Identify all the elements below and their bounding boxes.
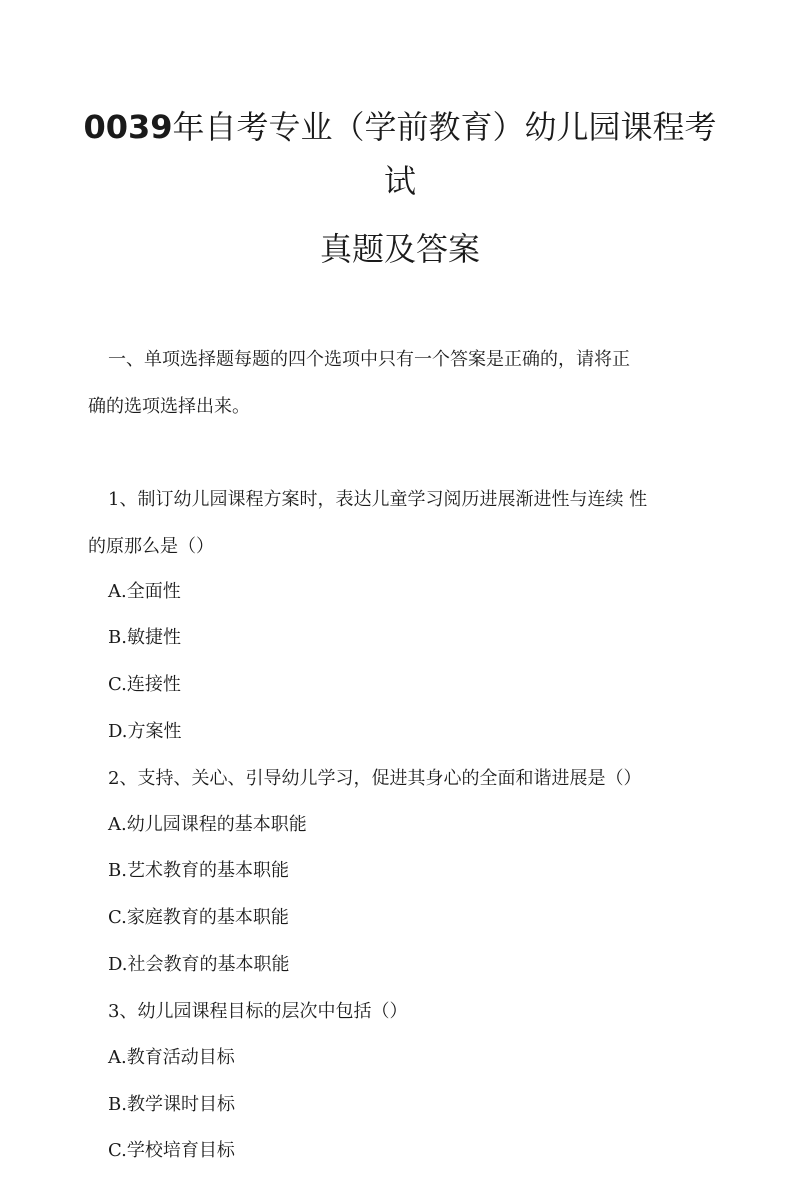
section-intro-line-2: 确的选项选择出来。 [88, 396, 250, 417]
question-3-option-c: C.学校培育目标 [108, 1140, 235, 1161]
title-code: 0039 [83, 108, 173, 146]
question-1-option-a: A.全面性 [108, 581, 181, 602]
title-line-2: 试 [383, 162, 416, 200]
question-1-option-b: B.敏捷性 [108, 627, 181, 648]
question-3-option-b: B.教学课时目标 [108, 1094, 235, 1115]
document-title [0, 100, 800, 276]
question-3-stem: 3、幼儿园课程目标的层次中包括（） [108, 1001, 408, 1022]
question-2-stem: 2、支持、关心、引导幼儿学习，促进其身心的全面和谐进展是（） [108, 768, 642, 789]
question-2-option-c: C.家庭教育的基本职能 [108, 907, 289, 928]
question-2-option-b: B.艺术教育的基本职能 [108, 860, 289, 881]
question-1-stem-line-1: 1、制订幼儿园课程方案时，表达儿童学习阅历进展渐进性与连续 性 [108, 489, 648, 510]
question-1-stem-line-2: 的原那么是（） [88, 536, 214, 557]
title-line-3: 真题及答案 [319, 230, 480, 268]
question-2-option-a: A.幼儿园课程的基本职能 [108, 814, 307, 835]
question-1-option-d: D.方案性 [108, 721, 182, 742]
question-1-option-c: C.连接性 [108, 674, 181, 695]
question-3-option-a: A.教育活动目标 [108, 1047, 235, 1068]
section-intro-line-1: 一、单项选择题每题的四个选项中只有一个答案是正确的，请将正 [108, 349, 630, 370]
title-line-1 [0, 100, 800, 154]
title-line-1-text: 年自考专业（学前教育）幼儿园课程考 [172, 108, 717, 146]
question-2-option-d: D.社会教育的基本职能 [108, 954, 290, 975]
